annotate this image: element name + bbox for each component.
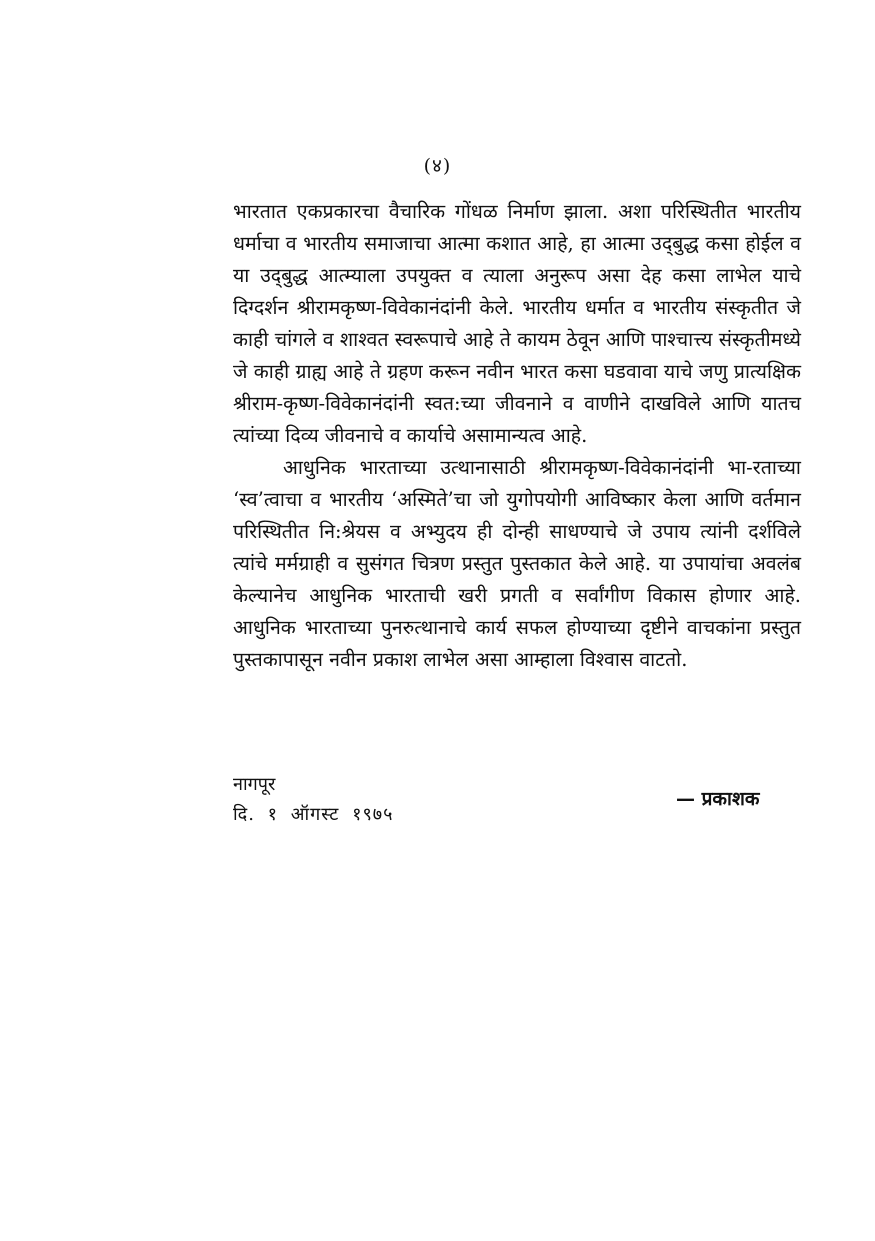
publisher-signature: — प्रकाशक <box>676 788 760 810</box>
body-text <box>233 196 801 676</box>
place-label: नागपूर <box>233 774 276 795</box>
page-number: (४) <box>423 155 452 177</box>
date-label: दि. १ ऑगस्ट १९७५ <box>233 804 394 825</box>
paragraph: आधुनिक भारताच्या उत्थानासाठी श्रीरामकृष्ण-विवेकानंदांनी भा-रताच्या ‘स्व’त्वाचा व भारतीय ‘अस्मिते’चा जो युगोपयोगी आविष्कार केला आणि वर्तमान परिस्थितीत नि:श्रेयस व अभ्युदय ही दोन्ही साधण्याचे जे उपाय त्यांनी दर्शविले त्यांचे मर्मग्राही व सुसंगत चित्रण प्रस्तुत पुस्तकात केले आहे. या उपायांचा अवलंब केल्यानेच आधुनिक भारताची खरी प्रगती व सर्वांगीण विकास होणार आहे. आधुनिक भारताच्या पुनरुत्थानाचे कार्य सफल होण्याच्या दृष्टीने वाचकांना प्रस्तुत पुस्तकापासून नवीन प्रकाश लाभेल असा आम्हाला विश्वास वाटतो. <box>233 456 801 671</box>
paragraph: भारतात एकप्रकारचा वैचारिक गोंधळ निर्माण झाला. अशा परिस्थितीत भारतीय धर्माचा व भारतीय समाजाचा आत्मा कशात आहे, हा आत्मा उद्‌बुद्ध कसा होईल व या उद्‌बुद्ध आत्म्याला उपयुक्त व त्याला अनुरूप असा देह कसा लाभेल याचे दिग्दर्शन श्रीरामकृष्ण-विवेकानंदांनी केले. भारतीय धर्मात व भारतीय संस्कृतीत जे काही चांगले व शाश्वत स्वरूपाचे आहे ते कायम ठेवून आणि पाश्चात्त्य संस्कृतीमध्ये जे काही ग्राह्य आहे ते ग्रहण करून नवीन भारत कसा घडवावा याचे जणु प्रात्यक्षिक श्रीराम-कृष्ण-विवेकानंदांनी स्वत:च्या जीवनाने व वाणीने दाखविले आणि यातच त्यांच्या दिव्य जीवनाचे व कार्याचे असामान्यत्व आहे. <box>233 200 801 447</box>
